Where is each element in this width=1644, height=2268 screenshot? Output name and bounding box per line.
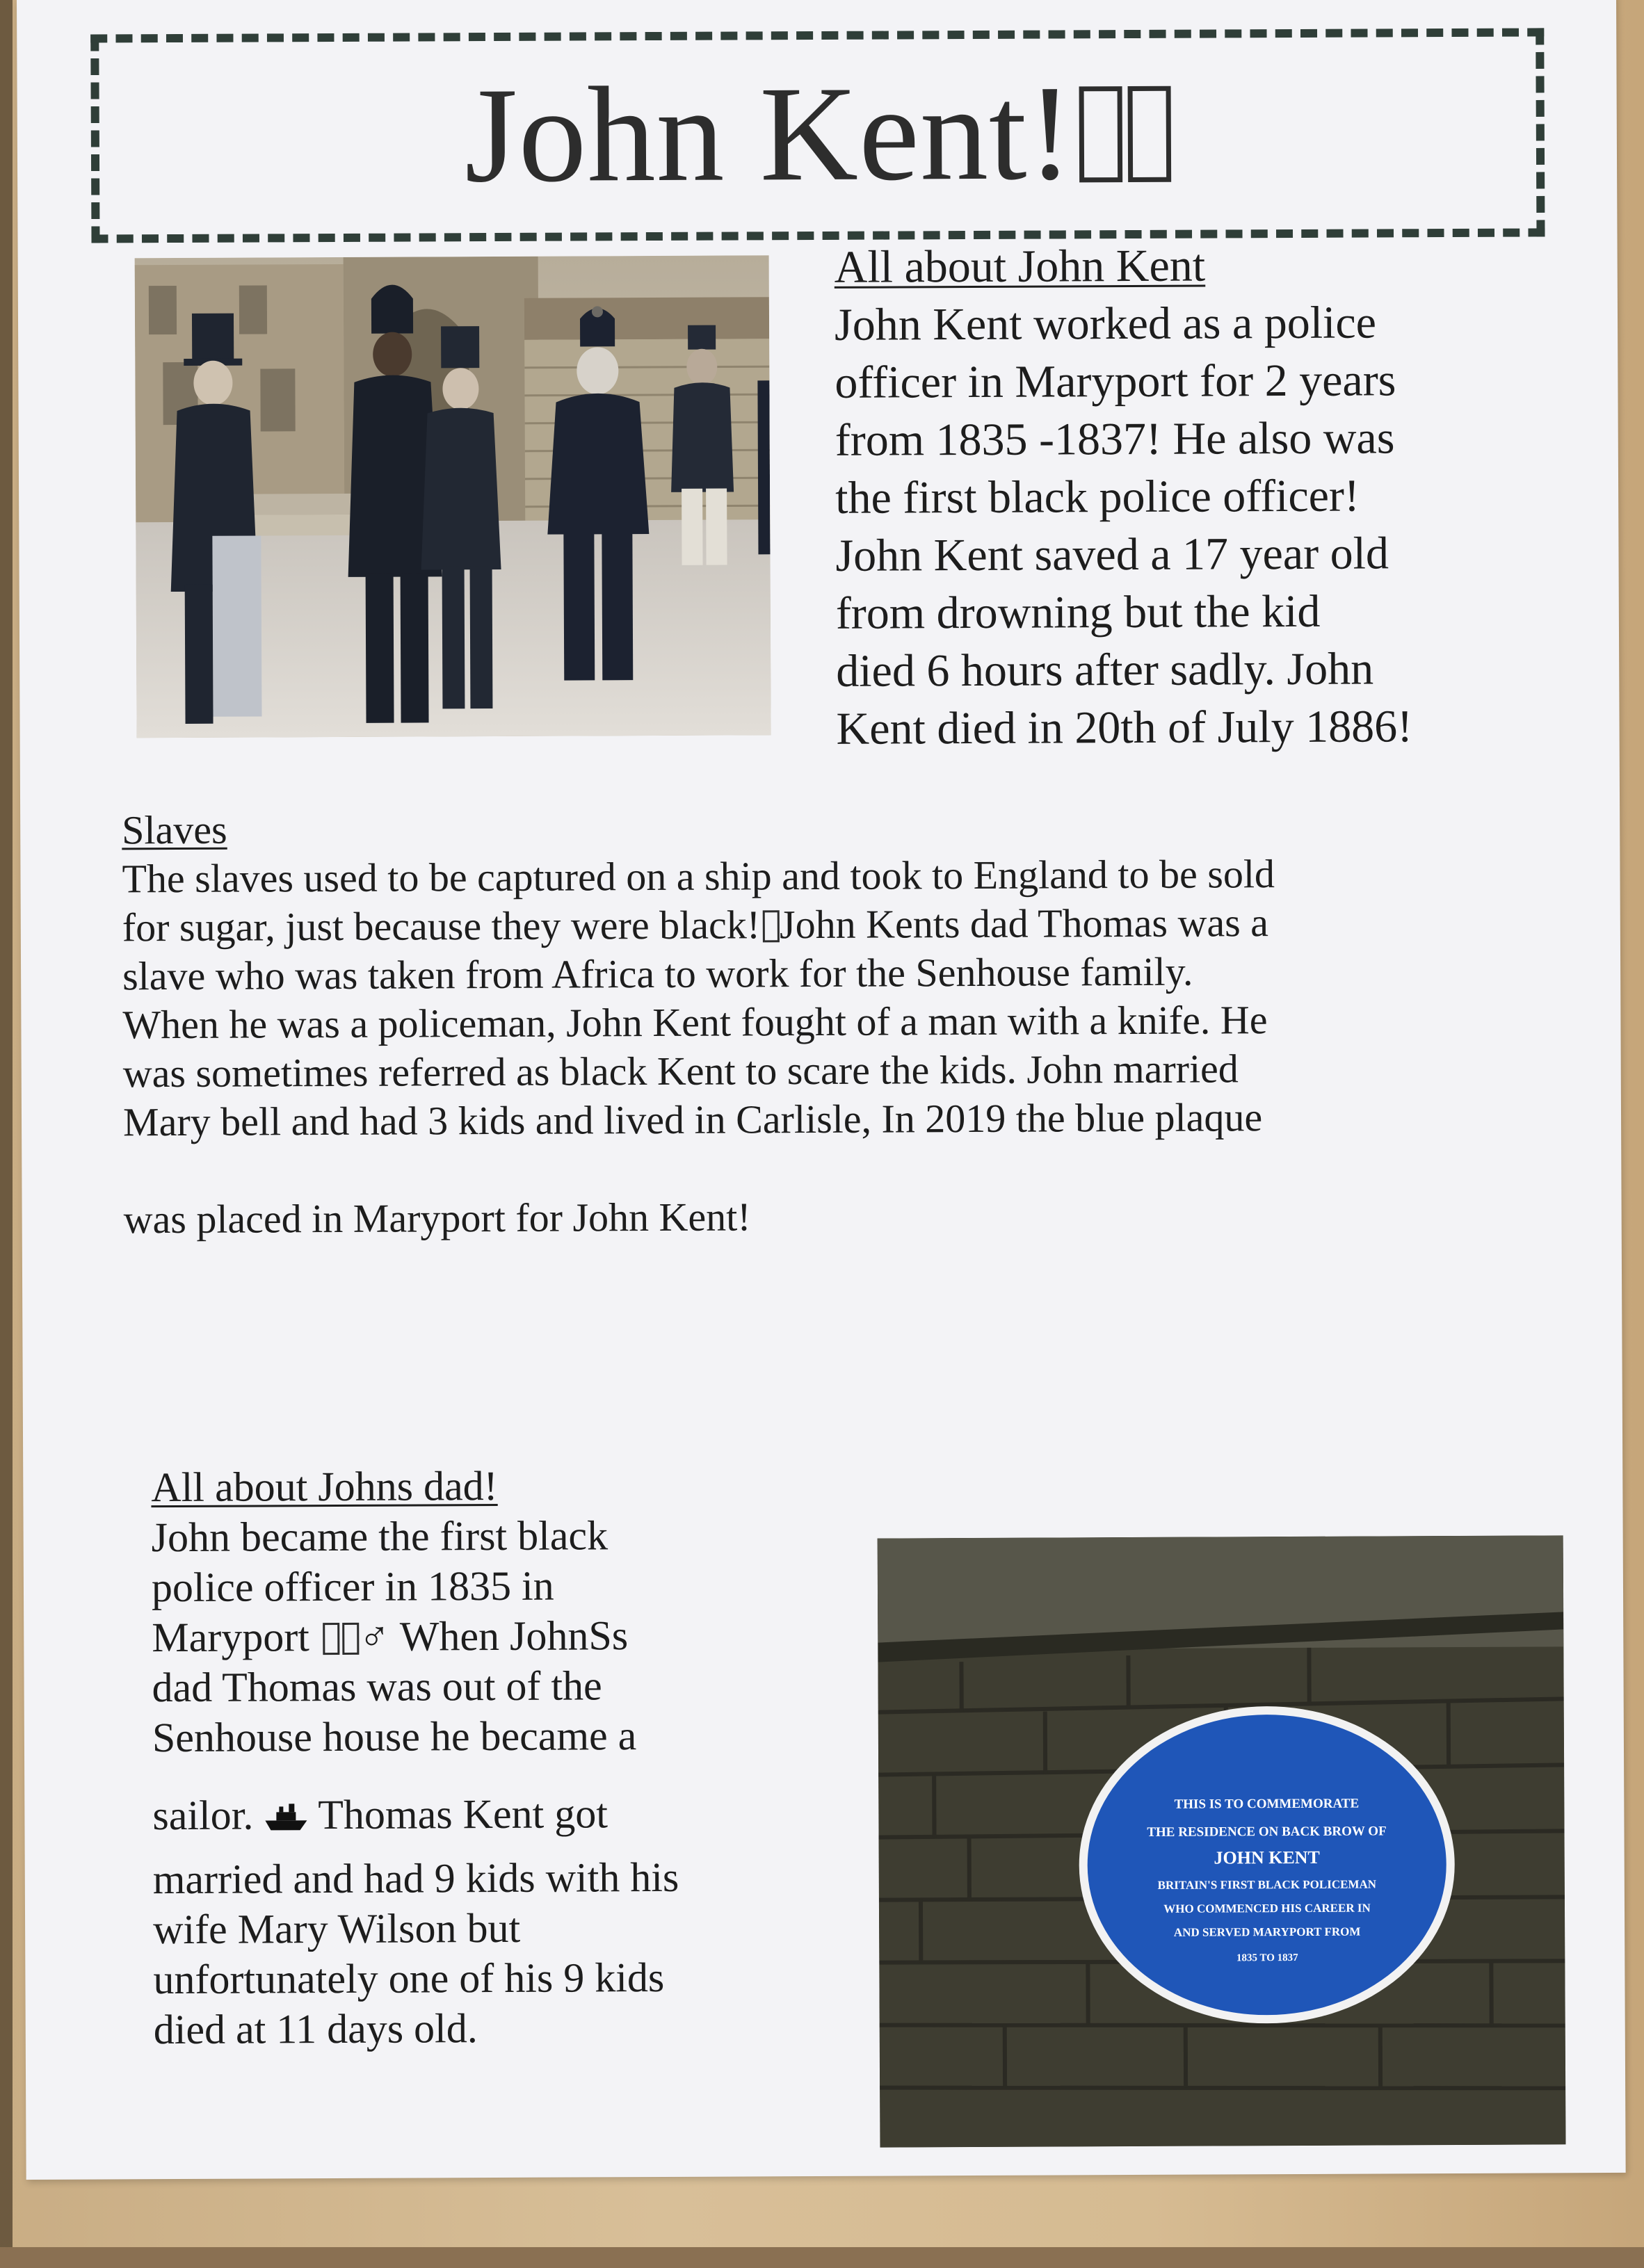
about-dad-section — [151, 1459, 849, 2055]
missing-emoji-glyph-icon — [1127, 86, 1171, 182]
slaves-line: slave who was taken from Africa to work for the Senhouse family. — [122, 948, 1193, 999]
dad-line — [152, 1788, 848, 1840]
about-john-line: the first black police officer! — [835, 470, 1360, 524]
plaque-line: WHO COMMENCED HIS CAREER IN — [1163, 1901, 1371, 1915]
blue-plaque-photo — [878, 1535, 1566, 2147]
missing-emoji-glyph-icon — [323, 1623, 339, 1655]
plaque-line: JOHN KENT — [1214, 1847, 1320, 1868]
dad-line: police officer in 1835 in — [151, 1562, 554, 1611]
dad-line: unfortunately one of his 9 kids — [153, 1954, 665, 2003]
spacer — [152, 1760, 848, 1790]
slaves-line — [122, 898, 1527, 953]
plaque-line: AND SERVED MARYPORT FROM — [1173, 1925, 1361, 1939]
dad-line: died at 11 days old. — [153, 2005, 478, 2053]
dad-line: married and had 9 kids with his — [152, 1854, 679, 1903]
about-john-line: John Kent worked as a police — [834, 297, 1377, 350]
about-john-line: officer in Maryport for 2 years — [835, 355, 1396, 408]
dad-line-text: Thomas Kent got — [318, 1790, 609, 1838]
about-john-line: John Kent saved a 17 year old — [835, 528, 1389, 581]
slaves-line: was placed in Maryport for John Kent! — [123, 1194, 751, 1242]
about-john-section — [835, 235, 1609, 758]
blue-plaque-svg — [878, 1535, 1566, 2147]
slaves-line-text: John Kents dad Thomas was a — [779, 900, 1269, 948]
about-john-heading: All about John Kent — [834, 240, 1206, 293]
dad-line: John became the first black — [151, 1512, 609, 1561]
page-title-text: John Kent! — [464, 57, 1074, 211]
about-dad-heading: All about Johns dad! — [151, 1463, 498, 1511]
slaves-section — [122, 800, 1529, 1245]
about-john-line: Kent died in 20th of July 1886! — [836, 701, 1413, 754]
dad-line: Senhouse house he became a — [152, 1712, 637, 1761]
plaque-line: THIS IS TO COMMEMORATE — [1174, 1796, 1360, 1812]
about-john-line: died 6 hours after sadly. John — [836, 643, 1374, 697]
about-john-line: from 1835 -1837! He also was — [835, 412, 1395, 466]
wall-edge — [0, 0, 13, 2268]
slaves-line: When he was a policeman, John Kent fought of a man with a knife. He — [122, 997, 1268, 1048]
dad-line-text: Maryport — [152, 1614, 310, 1661]
dad-line-text: sailor. — [152, 1792, 254, 1839]
ship-icon — [264, 1802, 308, 1831]
missing-emoji-glyph-icon — [763, 910, 780, 942]
spacer — [123, 1141, 1528, 1196]
missing-emoji-glyph-icon — [1079, 86, 1122, 182]
dad-line: wife Mary Wilson but — [152, 1904, 521, 1953]
dad-line-text: ♂ When JohnSs — [358, 1612, 629, 1660]
police-illustration-svg — [135, 255, 771, 738]
poster-page — [17, 0, 1626, 2180]
plaque-line: BRITAIN'S FIRST BLACK POLICEMAN — [1157, 1877, 1377, 1892]
slaves-line-text: for sugar, just because they were black! — [122, 902, 761, 950]
title-box — [90, 28, 1545, 243]
wall-bottom — [0, 2247, 1644, 2268]
dad-line: dad Thomas was out of the — [152, 1662, 602, 1711]
dad-line — [152, 1610, 847, 1662]
slaves-line: was sometimes referred as black Kent to scare the kids. John married — [122, 1046, 1239, 1096]
page-title — [99, 57, 1536, 211]
missing-emoji-glyph-icon — [342, 1623, 359, 1655]
victorian-police-illustration — [135, 255, 771, 738]
slaves-heading: Slaves — [122, 807, 227, 853]
plaque-line: THE RESIDENCE ON BACK BROW OF — [1147, 1824, 1387, 1840]
about-john-line: from drowning but the kid — [835, 585, 1321, 639]
plaque-line: 1835 TO 1837 — [1236, 1952, 1298, 1964]
slaves-line: The slaves used to be captured on a ship and took to England to be sold — [122, 851, 1275, 902]
slaves-line: Mary bell and had 3 kids and lived in Carlisle, In 2019 the blue plaque — [122, 1094, 1263, 1145]
